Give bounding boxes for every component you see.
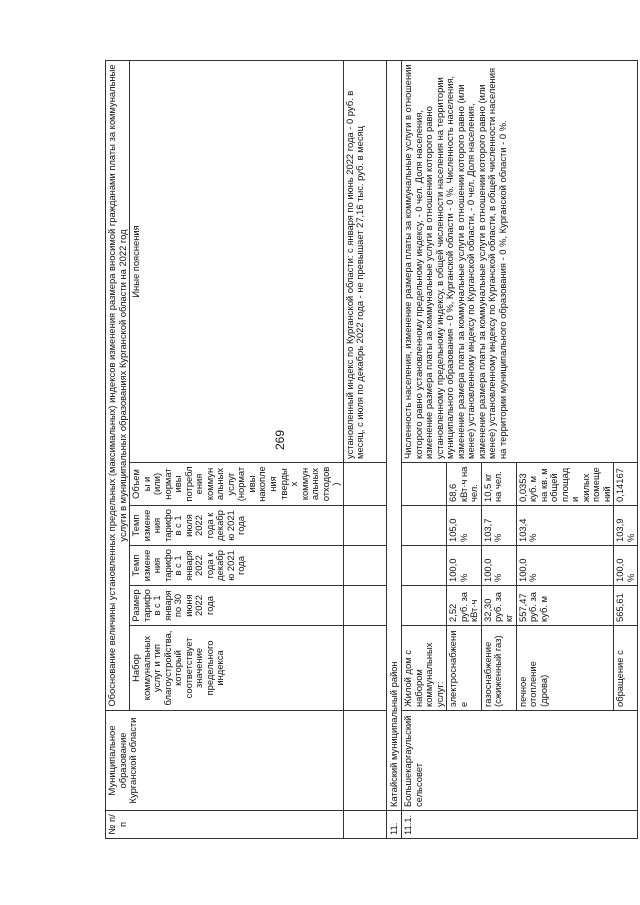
rotated-table-container <box>105 61 636 839</box>
service-rate-jan: 100,0 % <box>614 546 638 586</box>
service-rate-jan: 100,0 % <box>516 546 614 586</box>
header-caption: Обоснование величины установленных предельных (максимальных) индексов изменения размера вносимой гражданами платы за коммунальные услуги в муниципальных образованиях Курганской области на 2022 год <box>106 60 130 710</box>
item-notes: Численность населения, изменение размера платы за коммунальные услуги в отношении которого равно установленному предельному индексу, - 0 чел. Доля населения, изменение размера платы за коммунальные услуги в отношении которого равно установленному предельному индексу, в общей численности населения на территории муниципального образования - 0 %, Курганской области - 0 %. Численность населения, изменение размера платы за коммунальные услуги в отношении которого равно (или менее) установленному индексу по Курганской области, - 0 чел. Доля населения, изменение размера платы за коммунальные услуги в отношении которого равно (или менее) установленному индексу по Курганской области, в общей численности населения на территории муниципального образования - 0 %, Курганской области - 0 %. <box>402 60 638 462</box>
section-title: Катайский муниципальный район <box>386 60 402 810</box>
item-service-set: Жилой дом с набором коммунальных услуг: <box>402 626 447 711</box>
service-name: печное отопление (дрова) <box>516 626 614 711</box>
header-service-set: Набор коммунальных услуг и тип благоустройства, который соответствует значение предельного индекса <box>130 626 344 711</box>
service-rate-jul: 105,0 % <box>447 506 482 546</box>
continuation-row <box>343 60 386 838</box>
item-name: Большекаргаульский сельсовет <box>402 711 638 811</box>
service-volume: 10,5 кг на чел. <box>481 463 516 506</box>
index-justification-table <box>105 60 638 839</box>
service-name: газоснабжение (сжиженный газ) <box>481 626 516 711</box>
item-row <box>402 60 447 838</box>
service-tariff: 557,47 руб. за куб. м <box>516 586 614 626</box>
item-num: 11.1. <box>402 811 638 839</box>
service-rate-jan: 100,0 % <box>481 546 516 586</box>
header-municipality: Муниципальное образование Курганской области <box>106 711 344 811</box>
section-row <box>386 60 402 838</box>
header-num: № п/п <box>106 811 344 839</box>
service-rate-jul: 103,7 % <box>481 506 516 546</box>
service-tariff: 2,52 руб. за кВт·ч <box>447 586 482 626</box>
header-volume: Объемы и (или) нормативы потребления коммунальных услуг (нормативы накопления твердых коммунальных отходов) <box>130 463 344 506</box>
page-number: 269 <box>273 429 288 451</box>
service-tariff: 32,30 руб. за кг <box>481 586 516 626</box>
header-tariff: Размер тарифов с 1 января по 30 июня 2022 года <box>130 586 344 626</box>
header-notes: Иные пояснения <box>130 60 344 462</box>
service-name: обращение с <box>614 626 638 711</box>
service-volume: 0,0353 куб. м на кв. м общей площади жилых помещений <box>516 463 614 506</box>
service-volume: 68,6 кВт·ч на чел. <box>447 463 482 506</box>
service-tariff: 565,61 <box>614 586 638 626</box>
section-num: 11. <box>386 811 402 839</box>
service-rate-jan: 100,0 % <box>447 546 482 586</box>
header-rate-jul: Темп изменения тарифов с 1 июля 2022 года к декабрю 2021 года <box>130 506 344 546</box>
continuation-note: установленный индекс по Курганской области: с января по июнь 2022 года - 0 руб. в месяц, с июля по декабрь 2022 года - не превышает 27,16 тыс. руб. в месяц <box>343 60 386 462</box>
service-rate-jul: 103,4 % <box>516 506 614 546</box>
header-rate-jan: Темп изменения тарифов с 1 января 2022 года к декабрю 2021 года <box>130 546 344 586</box>
service-rate-jul: 103,9 % <box>614 506 638 546</box>
service-name: электроснабжение <box>447 626 482 711</box>
service-volume: 0,14167 <box>614 463 638 506</box>
